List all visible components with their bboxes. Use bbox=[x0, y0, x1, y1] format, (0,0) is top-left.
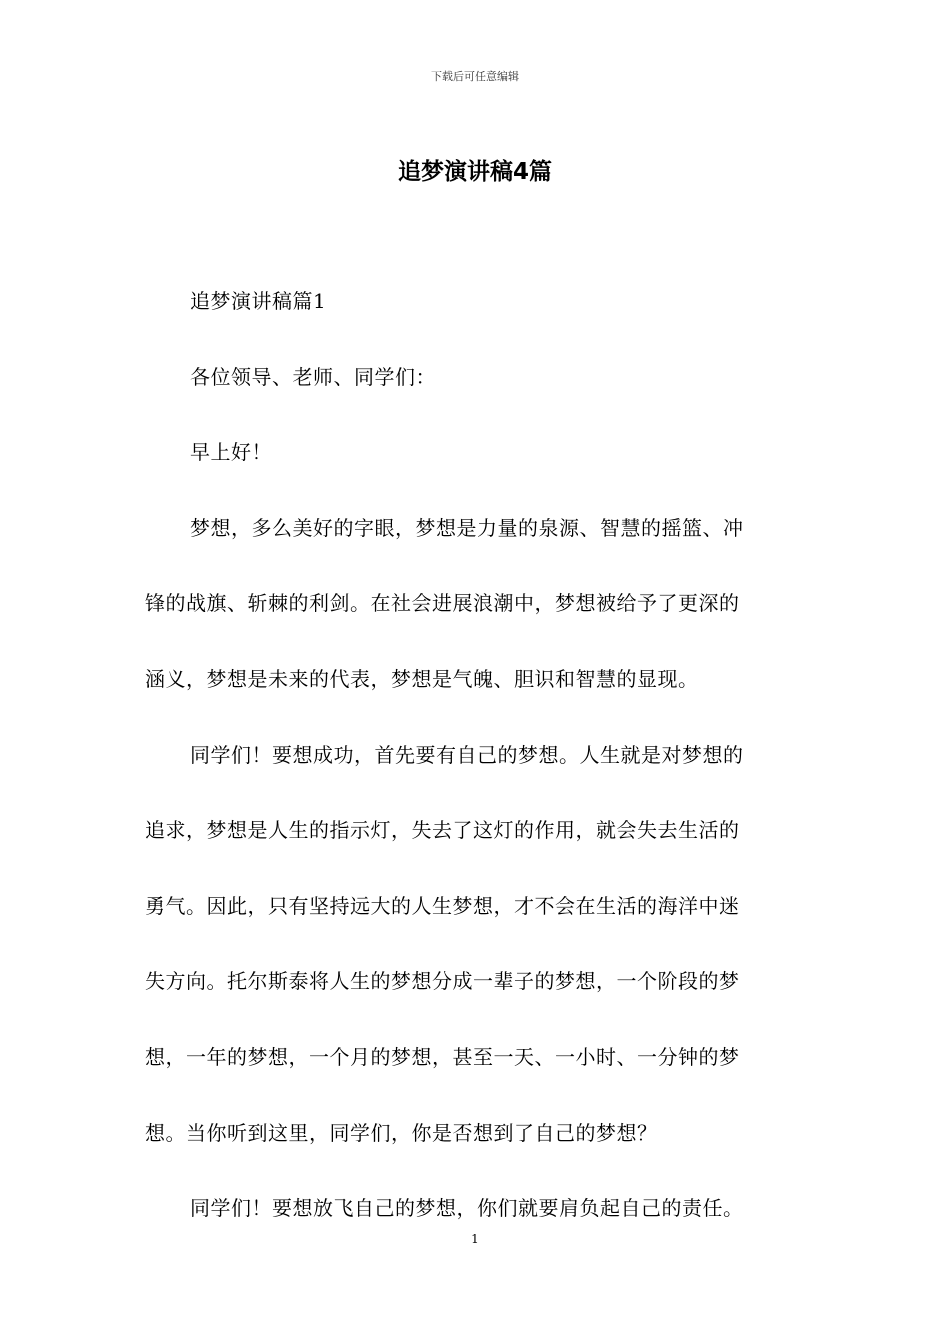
paragraph-line: 涵义，梦想是未来的代表，梦想是气魄、胆识和智慧的显现。 bbox=[145, 666, 699, 691]
page-number: 1 bbox=[471, 1232, 479, 1246]
header-note: 下载后可任意编辑 bbox=[431, 70, 519, 83]
paragraph-line: 想，一年的梦想，一个月的梦想，甚至一天、一小时、一分钟的梦 bbox=[145, 1044, 740, 1069]
paragraph-line: 追求，梦想是人生的指示灯，失去了这灯的作用，就会失去生活的 bbox=[145, 818, 740, 843]
paragraph-line: 锋的战旗、斩棘的利剑。在社会进展浪潮中，梦想被给予了更深的 bbox=[145, 591, 740, 616]
paragraph-3 bbox=[145, 1190, 805, 1228]
salutation: 各位领导、老师、同学们： bbox=[190, 364, 436, 389]
paragraph-2 bbox=[145, 737, 805, 1153]
document-body bbox=[145, 283, 805, 1228]
section-heading: 追梦演讲稿篇1 bbox=[190, 289, 327, 313]
paragraph-line: 同学们！要想放飞自己的梦想，你们就要肩负起自己的责任。 bbox=[190, 1196, 744, 1221]
paragraph-1 bbox=[145, 510, 805, 699]
greeting: 早上好！ bbox=[190, 440, 272, 465]
paragraph-line: 梦想，多么美好的字眼，梦想是力量的泉源、智慧的摇篮、冲 bbox=[190, 515, 744, 540]
paragraph-line: 勇气。因此，只有坚持远大的人生梦想，才不会在生活的海洋中迷 bbox=[145, 893, 740, 918]
document-title: 追梦演讲稿4篇 bbox=[397, 159, 552, 185]
paragraph-line: 想。当你听到这里，同学们，你是否想到了自己的梦想？ bbox=[145, 1120, 658, 1145]
paragraph-line: 失方向。托尔斯泰将人生的梦想分成一辈子的梦想，一个阶段的梦 bbox=[145, 969, 740, 994]
paragraph-line: 同学们！要想成功，首先要有自己的梦想。人生就是对梦想的 bbox=[190, 742, 744, 767]
